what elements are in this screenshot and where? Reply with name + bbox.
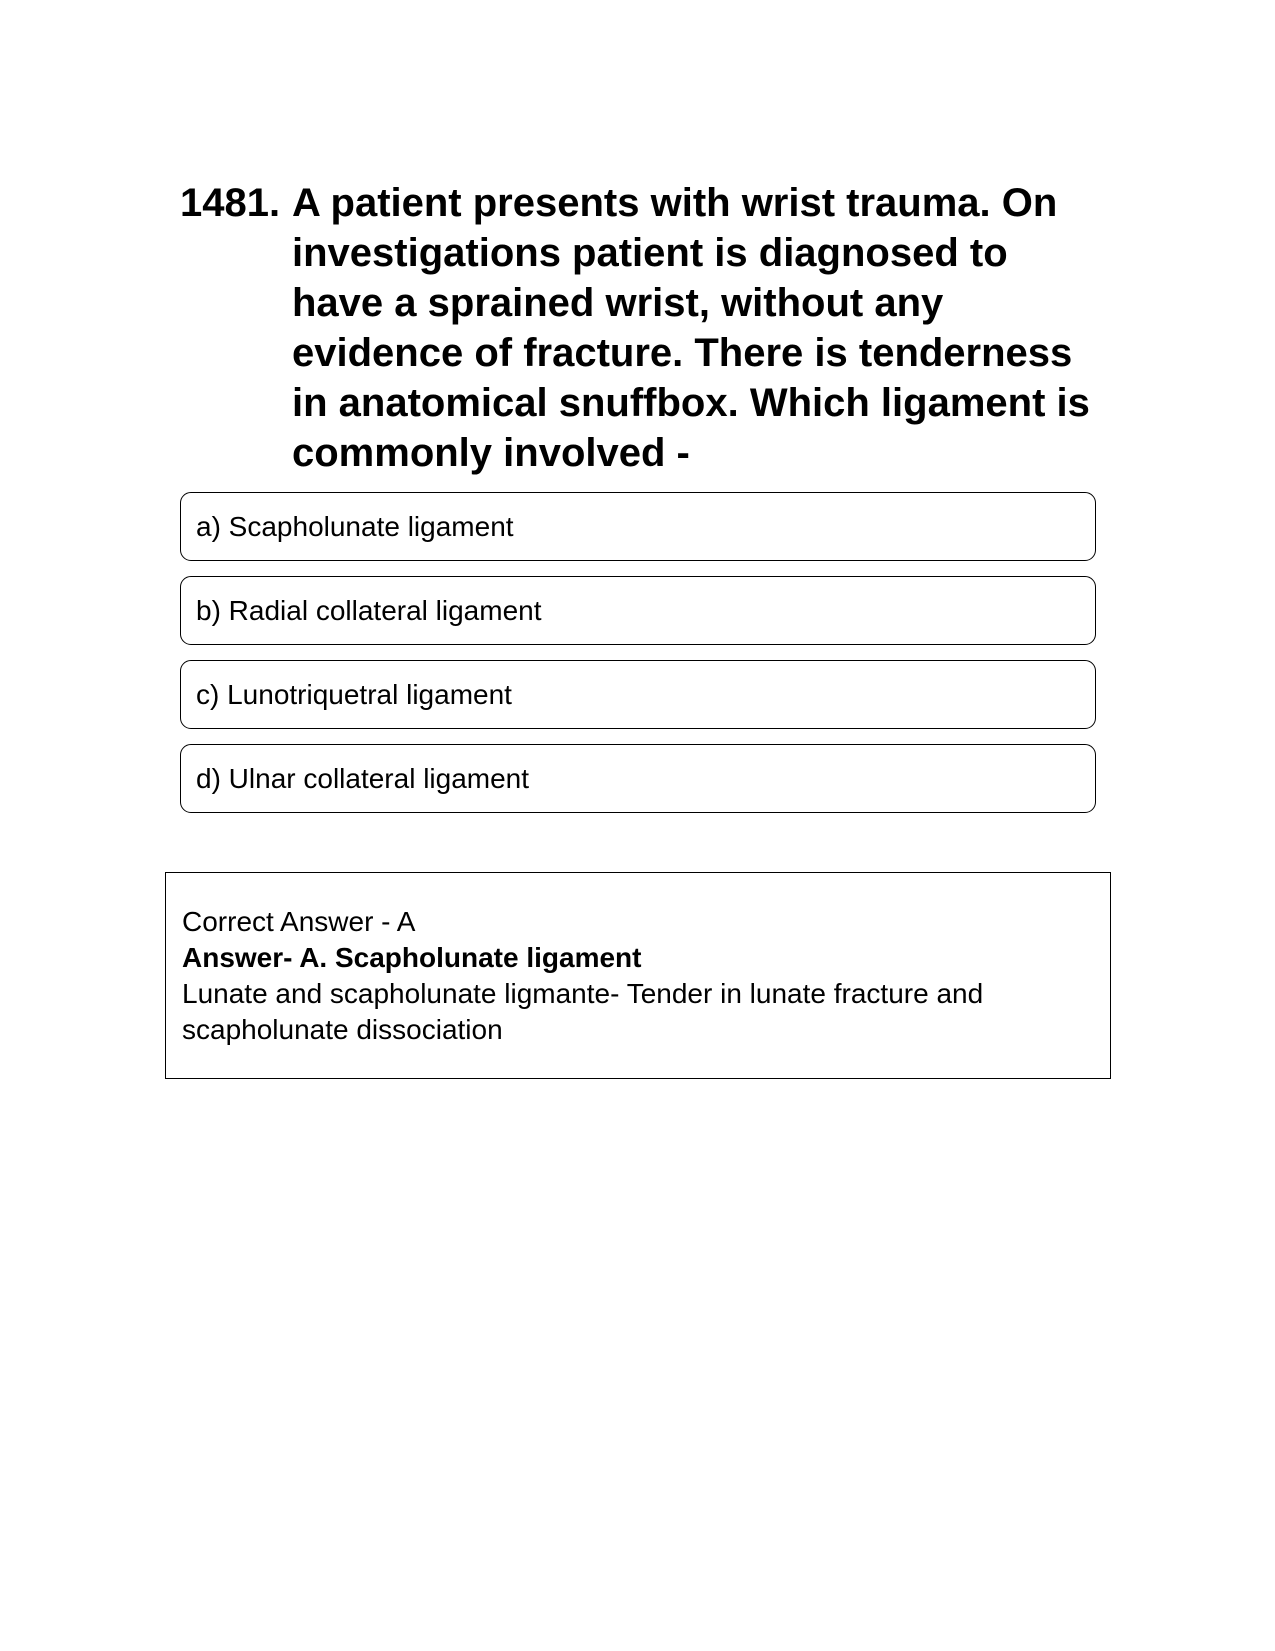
question-text: A patient presents with wrist trauma. On investigations patient is diagnosed to have a sprained wrist, without any evidence of fracture. There is tenderness in anatomical snuffbox. Which ligament is commonly involved - [292,181,1090,475]
option-b-label: b) Radial collateral ligament [196,594,542,626]
option-d-label: d) Ulnar collateral ligament [196,762,530,794]
answer-heading: Answer- A. Scapholunate ligament [182,942,642,973]
option-c[interactable] [180,660,1096,729]
answer-box [165,872,1111,1079]
option-c-label: c) Lunotriquetral ligament [196,678,512,710]
answer-explanation: Lunate and scapholunate ligmante- Tender in lunate fracture and scapholunate dissociation [182,978,984,1045]
option-d[interactable] [180,744,1096,813]
option-a[interactable] [180,492,1096,561]
option-a-label: a) Scapholunate ligament [196,510,514,542]
question [180,178,1100,478]
options-list [180,492,1096,828]
question-number: 1481. [180,181,281,225]
correct-answer-line: Correct Answer - A [182,906,416,937]
option-b[interactable] [180,576,1096,645]
